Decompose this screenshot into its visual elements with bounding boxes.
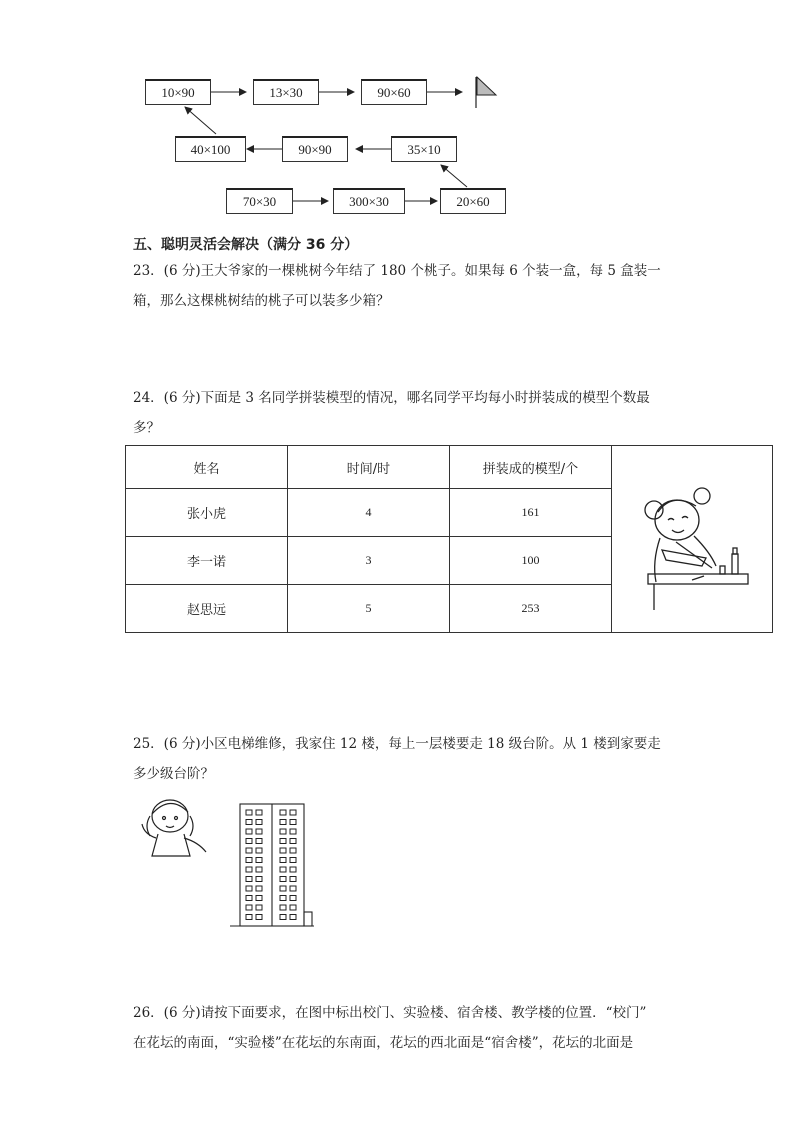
q26-line1: 26．(6 分)请按下面要求，在图中标出校门、实验楼、宿舍楼、教学楼的位置．“校门” [133, 1005, 647, 1021]
building-window [280, 810, 286, 815]
building-window [290, 886, 296, 891]
building-window [256, 829, 262, 834]
building-window [246, 886, 252, 891]
building-window [256, 848, 262, 853]
cell-count: 253 [450, 585, 612, 633]
building-window [290, 829, 296, 834]
building-window [246, 896, 252, 901]
question-23 [133, 256, 673, 316]
flow-box-r1a: 10×90 [145, 79, 211, 105]
building-window [290, 858, 296, 863]
flow-box-r1b: 13×30 [253, 79, 319, 105]
building-window [246, 848, 252, 853]
building-window [256, 877, 262, 882]
question-24 [133, 383, 673, 443]
building-window [280, 886, 286, 891]
building-window [290, 810, 296, 815]
building-window [246, 858, 252, 863]
cell-time: 3 [288, 537, 450, 585]
building-window [280, 839, 286, 844]
building-window [280, 867, 286, 872]
flow-box-r2a: 40×100 [175, 136, 246, 162]
building-window [256, 915, 262, 920]
building-window [280, 877, 286, 882]
building-window [280, 896, 286, 901]
building-window [290, 896, 296, 901]
building-window [290, 839, 296, 844]
building-window [280, 858, 286, 863]
flag-icon [477, 77, 496, 95]
building-window [246, 810, 252, 815]
building-window [256, 839, 262, 844]
q23-line2: 箱，那么这棵桃树结的桃子可以装多少箱？ [133, 293, 390, 309]
building-window [246, 877, 252, 882]
cell-count: 100 [450, 537, 612, 585]
header-time: 时间/时 [288, 446, 450, 489]
flow-box-r3c: 20×60 [440, 188, 506, 214]
building-window [246, 839, 252, 844]
building-window [256, 896, 262, 901]
building-window [246, 867, 252, 872]
girl-thinking-illustration [134, 794, 212, 864]
flow-box-r3a: 70×30 [226, 188, 293, 214]
building-window [280, 829, 286, 834]
cell-name: 赵思远 [126, 585, 288, 633]
flow-box-r2b: 90×90 [282, 136, 348, 162]
building-window [256, 820, 262, 825]
header-count: 拼装成的模型/个 [450, 446, 612, 489]
table-illustration-cell [612, 446, 773, 633]
building-window [256, 810, 262, 815]
arrow-diag-up [185, 107, 216, 134]
building-window [256, 858, 262, 863]
apartment-building-illustration [226, 800, 318, 930]
q25-line1: 25．(6 分)小区电梯维修，我家住 12 楼，每上一层楼要走 18 级台阶。从 1 楼到家要走 [133, 736, 661, 752]
header-name: 姓名 [126, 446, 288, 489]
building-window [256, 867, 262, 872]
q24-line1: 24．(6 分)下面是 3 名同学拼装模型的情况，哪名同学平均每小时拼装成的模型个数最 [133, 390, 650, 406]
building-window [290, 867, 296, 872]
girl-assembling-illustration [632, 462, 752, 612]
q26-line2: 在花坛的南面，“实验楼”在花坛的东南面，花坛的西北面是“宿舍楼”，花坛的北面是 [133, 1035, 634, 1051]
building-window [290, 820, 296, 825]
flow-box-r3b: 300×30 [333, 188, 405, 214]
q23-line1: 23．(6 分)王大爷家的一棵桃树今年结了 180 个桃子。如果每 6 个装一盒，每 5 盒装一 [133, 263, 661, 279]
cell-count: 161 [450, 489, 612, 537]
building-window [290, 905, 296, 910]
cell-time: 4 [288, 489, 450, 537]
building-window [256, 905, 262, 910]
cell-time: 5 [288, 585, 450, 633]
flow-box-r2c: 35×10 [391, 136, 457, 162]
building-window [256, 886, 262, 891]
q25-line2: 多少级台阶？ [133, 766, 214, 782]
flow-box-r1c: 90×60 [361, 79, 427, 105]
building-window [246, 915, 252, 920]
building-window [280, 848, 286, 853]
arrow-diag-up-2 [441, 165, 467, 187]
question-26 [133, 998, 693, 1058]
building-window [290, 877, 296, 882]
question-25 [133, 729, 673, 789]
model-table [125, 445, 773, 633]
section-heading: 五、聪明灵活会解决（满分 36 分） [133, 237, 359, 253]
building-window [290, 915, 296, 920]
cell-name: 李一诺 [126, 537, 288, 585]
cell-name: 张小虎 [126, 489, 288, 537]
building-window [246, 905, 252, 910]
building-window [246, 829, 252, 834]
building-window [280, 820, 286, 825]
q24-line2: 多？ [133, 420, 160, 436]
table-header-row [126, 446, 773, 489]
building-window [280, 915, 286, 920]
building-window [246, 820, 252, 825]
building-window [290, 848, 296, 853]
building-window [280, 905, 286, 910]
